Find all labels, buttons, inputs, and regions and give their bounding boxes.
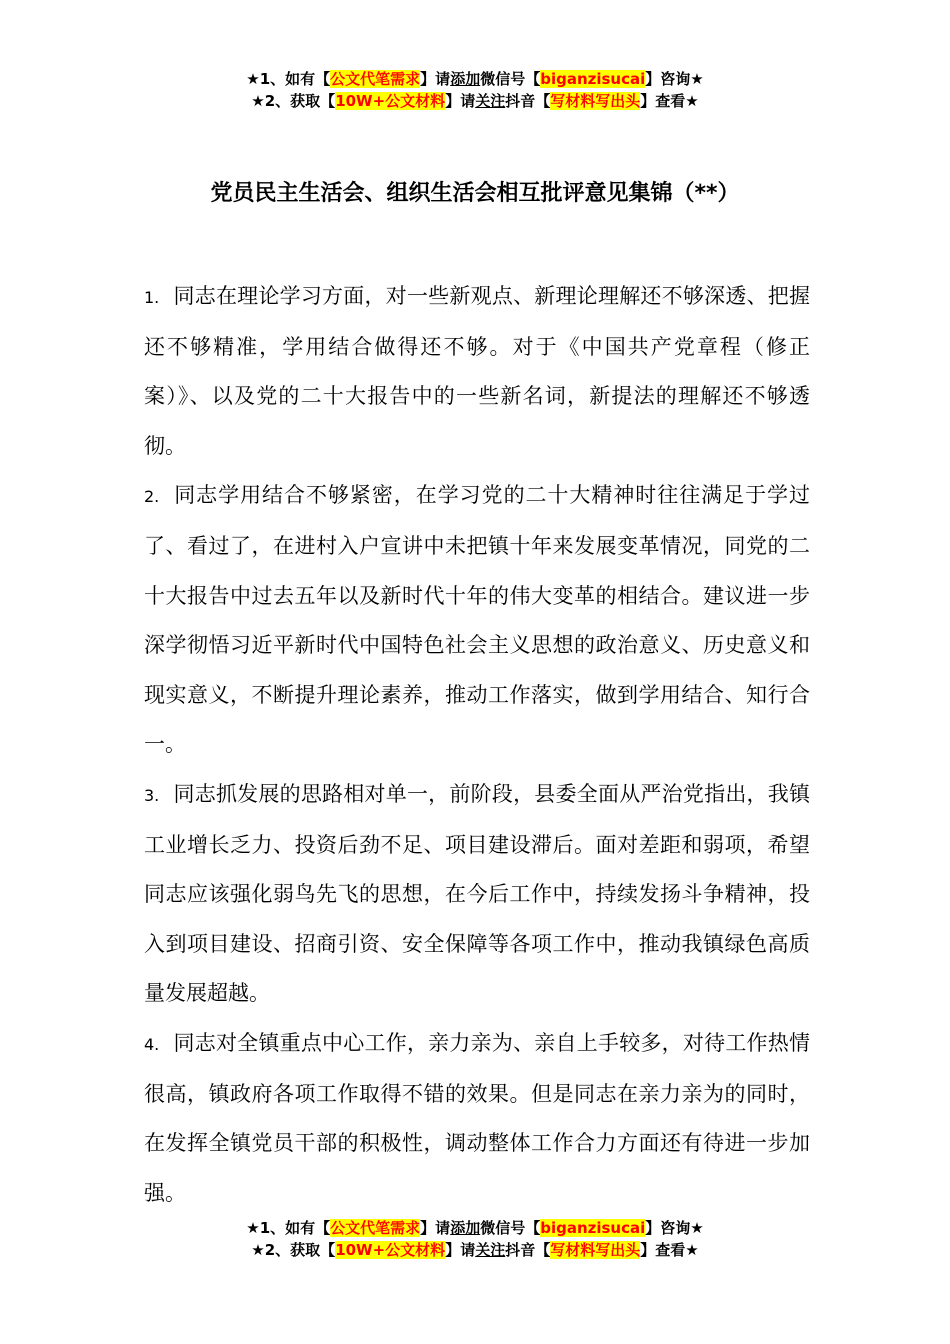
banner-text: 微信号【 (480, 1219, 541, 1237)
highlight-service: 公文代笔需求 (330, 70, 421, 88)
paragraph-2 (144, 471, 810, 770)
highlight-douyin-account: 写材料写出头 (550, 1241, 641, 1259)
banner-text: 】请 (420, 70, 451, 88)
paragraph-number: 1. (144, 288, 160, 307)
paragraph-number: 2. (144, 487, 160, 507)
document-body (144, 272, 810, 1218)
banner-text: 】请 (445, 92, 476, 110)
banner-text: ★1、如有【 (246, 1219, 331, 1237)
banner-text: 】咨询★ (645, 70, 704, 88)
paragraph-number: 4. (144, 1034, 160, 1054)
banner-line-1 (0, 1217, 950, 1239)
paragraph-3 (144, 770, 810, 1019)
paragraph-text: 同志学用结合不够紧密，在学习党的二十大精神时往往满足于学过了、看过了，在进村入户宣讲中未把镇十年来发展变革情况，同党的二十大报告中过去五年以及新时代十年的伟大变革的相结合。建议进一步深学彻悟习近平新时代中国特色社会主义思想的政治意义、历史意义和现实意义，不断提升理论素养，推动工作落实，做到学用结合、知行合一。 (144, 483, 810, 757)
paragraph-4 (144, 1019, 810, 1218)
underlined-text: 关注 (475, 1241, 506, 1259)
banner-line-1 (0, 68, 950, 90)
document-title: 党员民主生活会、组织生活会相互批评意见集锦（**） (210, 181, 740, 206)
banner-text: 】查看★ (640, 92, 699, 110)
banner-line-2 (0, 1239, 950, 1261)
banner-line-2 (0, 90, 950, 112)
footer-banner (0, 1217, 950, 1261)
banner-text: 】请 (445, 1241, 476, 1259)
banner-text: 微信号【 (480, 70, 541, 88)
underlined-text: 关注 (475, 92, 506, 110)
banner-text: 】咨询★ (645, 1219, 704, 1237)
header-banner (0, 68, 950, 112)
paragraph-number: 3. (144, 785, 160, 805)
banner-text: ★1、如有【 (246, 70, 331, 88)
highlight-materials: 10W+公文材料 (335, 92, 446, 110)
highlight-wechat-id: biganzisucai (540, 70, 646, 88)
banner-text: 抖音【 (505, 92, 551, 110)
paragraph-text: 同志抓发展的思路相对单一，前阶段，县委全面从严治党指出，我镇工业增长乏力、投资后劲不足、项目建设滞后。面对差距和弱项，希望同志应该强化弱鸟先飞的思想，在今后工作中，持续发扬斗争精神，投入到项目建设、招商引资、安全保障等各项工作中，推动我镇绿色高质量发展超越。 (144, 781, 810, 1006)
banner-text: ★2、获取【 (251, 92, 336, 110)
underlined-text: 添加 (450, 70, 481, 88)
banner-text: ★2、获取【 (251, 1241, 336, 1259)
highlight-service: 公文代笔需求 (330, 1219, 421, 1237)
paragraph-1 (144, 272, 810, 471)
highlight-materials: 10W+公文材料 (335, 1241, 446, 1259)
highlight-wechat-id: biganzisucai (540, 1219, 646, 1237)
paragraph-text: 同志对全镇重点中心工作，亲力亲为、亲自上手较多，对待工作热情很高，镇政府各项工作取得不错的效果。但是同志在亲力亲为的同时，在发挥全镇党员干部的积极性，调动整体工作合力方面还有待进一步加强。 (144, 1030, 810, 1205)
underlined-text: 添加 (450, 1219, 481, 1237)
banner-text: 抖音【 (505, 1241, 551, 1259)
banner-text: 】查看★ (640, 1241, 699, 1259)
highlight-douyin-account: 写材料写出头 (550, 92, 641, 110)
banner-text: 】请 (420, 1219, 451, 1237)
paragraph-text: 同志在理论学习方面，对一些新观点、新理论理解还不够深透、把握还不够精准，学用结合做得还不够。对于《中国共产党章程（修正案）》、以及党的二十大报告中的一些新名词，新提法的理解还不够透彻。 (144, 284, 810, 458)
